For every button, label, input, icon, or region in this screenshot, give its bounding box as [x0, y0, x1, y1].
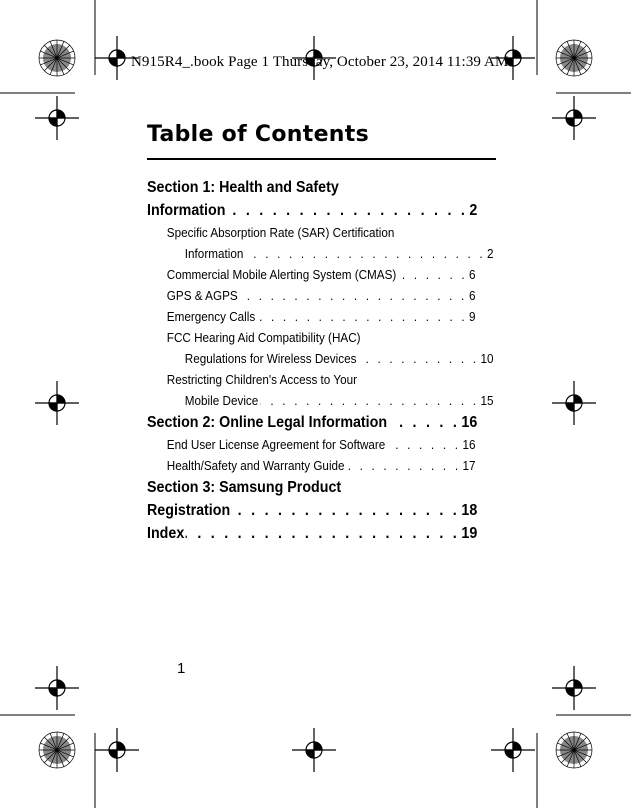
- toc-entry-sar-title[interactable]: Specific Absorption Rate (SAR) Certification: [166, 225, 395, 240]
- toc-page-number: 6: [468, 288, 476, 303]
- title-rule: [147, 158, 496, 160]
- toc-entry-children-title[interactable]: Restricting Children's Access to Your: [166, 372, 357, 387]
- toc-section-1[interactable]: Information . . . 2: [147, 199, 477, 222]
- toc-page-number: 17: [462, 458, 476, 473]
- toc-entry-emergency-calls[interactable]: Emergency Calls . . . 9: [147, 306, 476, 327]
- toc-entry-gps[interactable]: GPS & AGPS . . . 6: [147, 285, 476, 306]
- toc-entry-warranty[interactable]: Health/Safety and Warranty Guide . . . 17: [147, 455, 476, 476]
- toc-section-3[interactable]: Registration . . . 18: [147, 499, 477, 522]
- toc-entry-sar[interactable]: Information . . . 2: [147, 243, 494, 264]
- toc-entry-children[interactable]: Mobile Device . . . 15: [147, 390, 494, 411]
- book-slug-header: N915R4_.book Page 1 Thursday, October 23, 2014 11:39 AM: [131, 54, 509, 70]
- toc-entry-eula[interactable]: End User License Agreement for Software . . . 16: [147, 434, 476, 455]
- toc-page-number: 2: [469, 202, 478, 219]
- toc-page-number: 18: [461, 502, 478, 519]
- toc-index[interactable]: Index . . . 19: [147, 522, 477, 545]
- toc-page-number: 19: [461, 525, 478, 542]
- toc-entry-hac-title[interactable]: FCC Hearing Aid Compatibility (HAC): [166, 330, 361, 345]
- toc-section-3-title[interactable]: Section 3: Samsung Product: [147, 479, 342, 496]
- toc-page-number: 15: [480, 393, 494, 408]
- toc-page-number: 16: [461, 414, 478, 431]
- page-number: 1: [177, 660, 186, 677]
- toc-page-number: 2: [486, 246, 494, 261]
- toc-section-1-title[interactable]: Section 1: Health and Safety: [147, 179, 339, 196]
- toc-page-number: 16: [462, 437, 476, 452]
- table-of-contents: [147, 176, 494, 545]
- toc-entry-cmas[interactable]: Commercial Mobile Alerting System (CMAS) . . . 6: [147, 264, 476, 285]
- toc-page-number: 9: [468, 309, 476, 324]
- toc-page-number: 10: [480, 351, 494, 366]
- toc-entry-hac[interactable]: Regulations for Wireless Devices . . . 10: [147, 348, 494, 369]
- toc-section-2[interactable]: Section 2: Online Legal Information . . . 16: [147, 411, 477, 434]
- toc-page-number: 6: [468, 267, 476, 282]
- page-title: Table of Contents: [147, 122, 369, 147]
